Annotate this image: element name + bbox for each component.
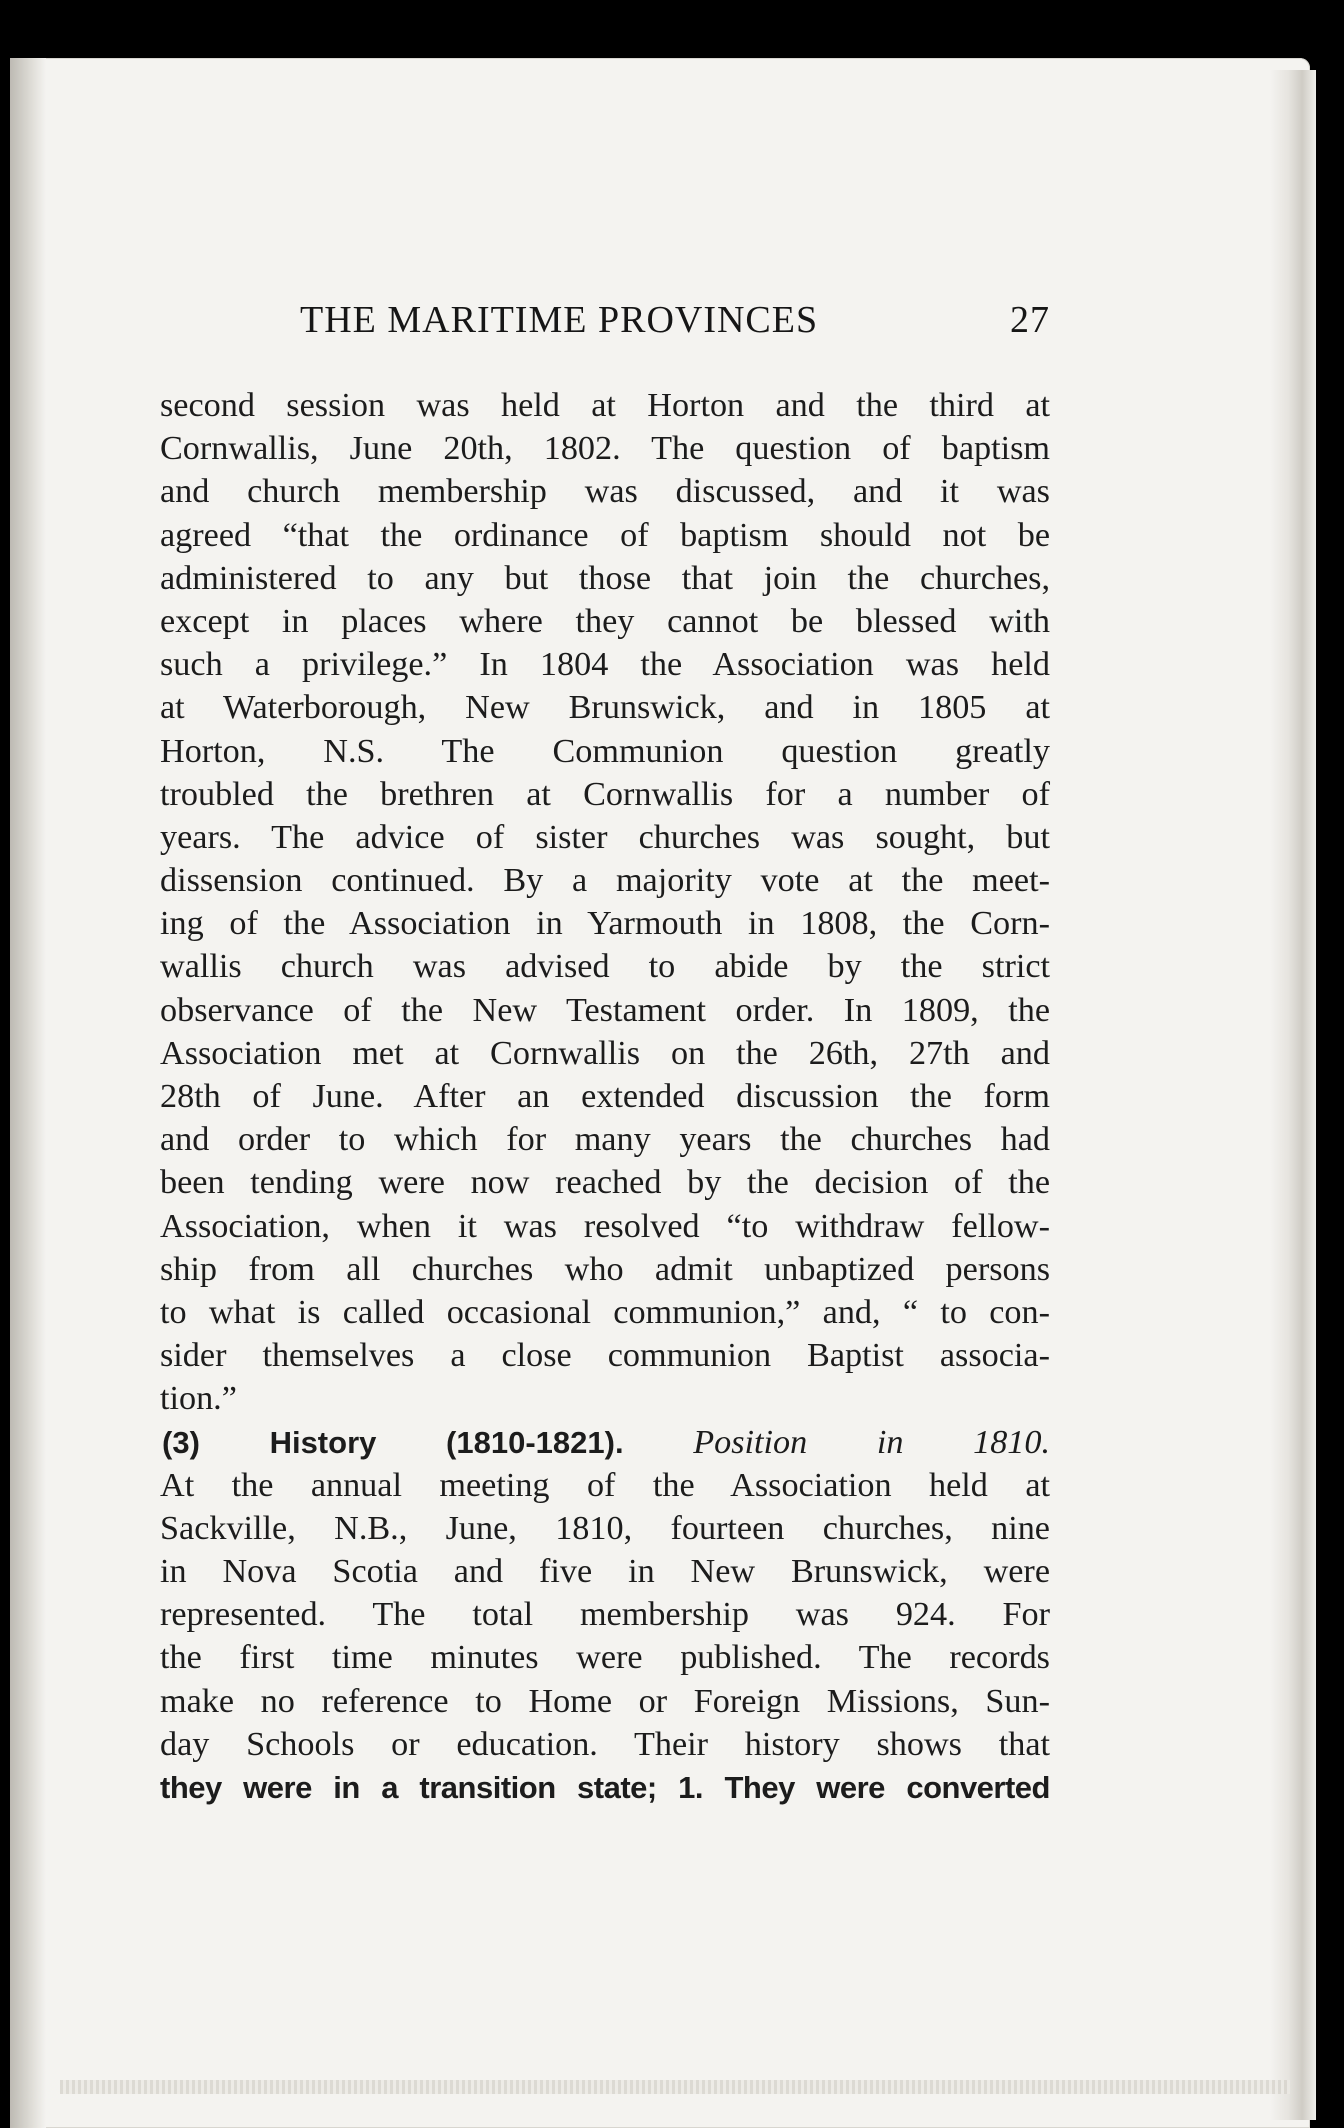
text-line: Association, when it was resolved “to withdraw fellow- [160,1207,1050,1245]
section-heading [160,1421,1050,1464]
text-line: make no reference to Home or Foreign Missions, Sun- [160,1682,1050,1720]
running-title: THE MARITIME PROVINCES [300,299,819,341]
bottom-page-edges [60,2080,1290,2094]
text-line: ship from all churches who admit unbaptized persons [160,1250,1050,1288]
text-line: 28th of June. After an extended discussion the form [160,1078,1050,1115]
text-line: such a privilege.” In 1804 the Association was held [160,646,1050,684]
text-line: in Nova Scotia and five in New Brunswick, were [160,1553,1050,1591]
text-line: troubled the brethren at Cornwallis for a number of [160,775,1050,813]
text-line: wallis church was advised to abide by the strict [160,948,1050,986]
text-line: Cornwallis, June 20th, 1802. The question of baptism [160,430,1050,468]
text-line: been tending were now reached by the decision of the [160,1164,1050,1202]
text-line: represented. The total membership was 924. For [160,1596,1050,1634]
section-subtitle: Position in 1810. [693,1423,1051,1461]
text-line: ing of the Association in Yarmouth in 1808, the Corn- [160,905,1050,943]
text-line: Sackville, N.B., June, 1810, fourteen churches, nine [160,1509,1050,1547]
running-header [160,298,1050,342]
page-number: 27 [1010,299,1050,341]
body-text [160,384,1050,1809]
text-line: Association met at Cornwallis on the 26th, 27th and [160,1034,1050,1072]
text-line: and order to which for many years the churches had [160,1121,1050,1159]
text-line: to what is called occasional communion,” and, “ to con- [160,1293,1050,1331]
text-line: years. The advice of sister churches was sought, but [160,818,1050,856]
text-line: second session was held at Horton and the third at [160,387,1050,424]
section-title: History [269,1424,377,1460]
text-line: except in places where they cannot be blessed with [160,602,1050,640]
text-line: they were in a transition state; 1. They were converted [160,1770,1050,1805]
text-line: and church membership was discussed, and it was [160,473,1050,511]
text-line: dissension continued. By a majority vote at the meet- [160,862,1050,900]
section-number: (3) [162,1424,200,1460]
text-line: observance of the New Testament order. In 1809, the [160,991,1050,1029]
text-line: administered to any but those that join the churches, [160,559,1050,597]
text-line: the first time minutes were published. The records [160,1639,1050,1677]
text-line: day Schools or education. Their history shows that [160,1725,1050,1763]
text-line: Horton, N.S. The Communion question greatly [160,732,1050,770]
text-line: at Waterborough, New Brunswick, and in 1805 at [160,689,1050,727]
book-spine-shadow [10,58,46,2128]
text-line: sider themselves a close communion Baptist associa- [160,1337,1050,1375]
text-line: agreed “that the ordinance of baptism should not be [160,516,1050,554]
section-dates: (1810-1821). [446,1424,624,1460]
text-line: tion.” [160,1380,237,1418]
page-edge-shadow [1270,70,1316,2120]
text-line: At the annual meeting of the Association held at [160,1466,1050,1504]
